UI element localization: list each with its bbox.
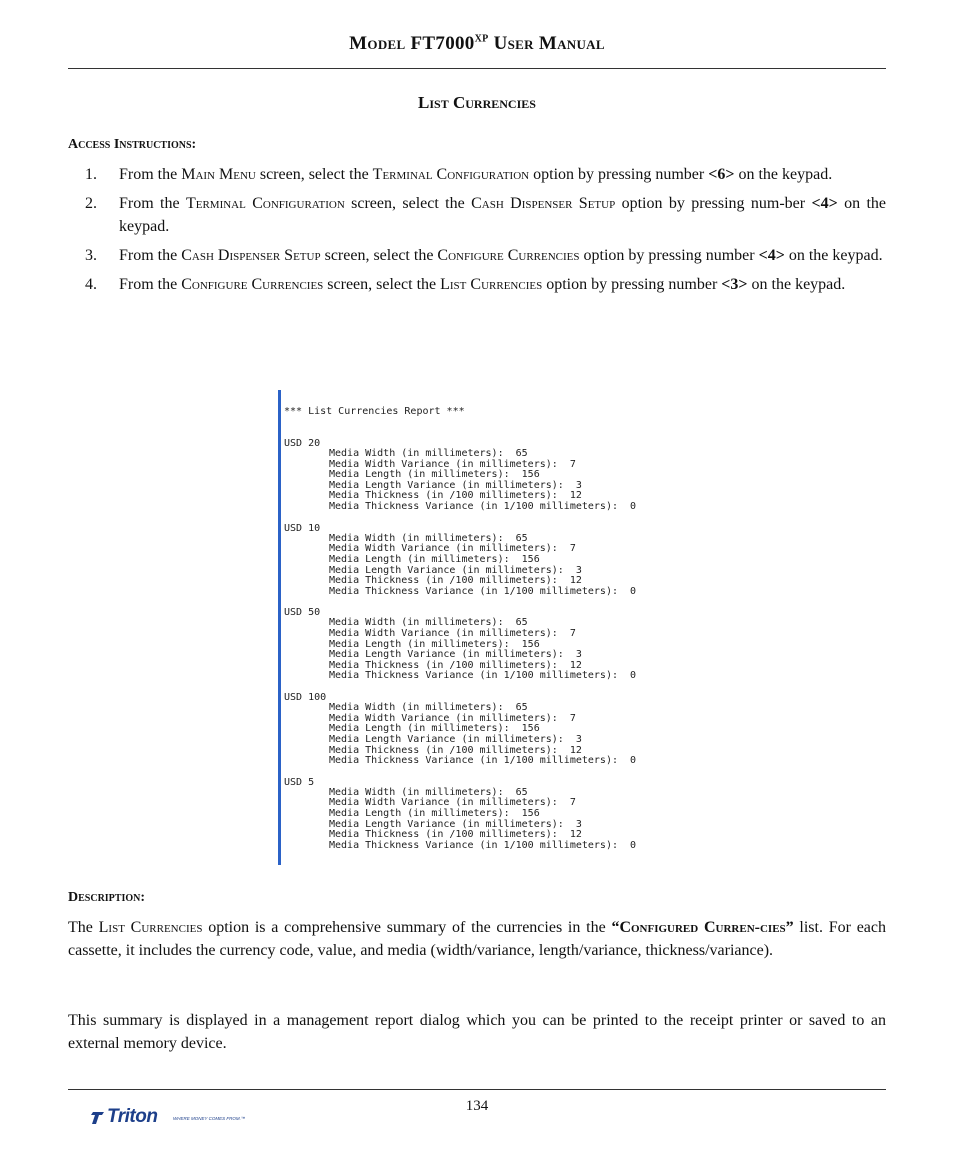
report-field-line: Media Length (in millimeters): 156 [329, 638, 540, 650]
step-text-fragment: option by pressing number [542, 276, 722, 293]
header-manual-words: User Manual [493, 33, 605, 54]
report-field-line: Media Thickness (in /100 millimeters): 12 [329, 490, 582, 502]
step-number: 2. [85, 195, 97, 212]
report-field-line: Media Thickness (in /100 millimeters): 12 [329, 575, 582, 587]
step-text-fragment: From the [119, 166, 182, 183]
step-text-fragment: <4> [758, 247, 785, 264]
report-field-line: Media Length Variance (in millimeters): 3 [329, 649, 582, 661]
report-field-line: Media Length Variance (in millimeters): 3 [329, 479, 582, 491]
step-text-fragment: screen, select the [320, 247, 438, 264]
step-item [68, 163, 886, 186]
step-text-fragment: Cash Dispenser Setup [471, 195, 616, 212]
report-field-line: Media Width Variance (in millimeters): 7 [329, 797, 576, 809]
report-currency-code: USD 20 [284, 438, 321, 449]
step-text-fragment: List Currencies [440, 276, 543, 293]
step-text-fragment: From the [119, 247, 182, 264]
report-title: *** List Currencies Report *** [284, 406, 465, 417]
section-title: List Currencies [418, 93, 536, 112]
report-field-line: Media Width Variance (in millimeters): 7 [329, 458, 576, 470]
footer-divider [68, 1089, 886, 1090]
logo-text: Triton [107, 1106, 158, 1127]
step-text-fragment: screen, select the [344, 195, 472, 212]
report-field-line: Media Thickness (in /100 millimeters): 12 [329, 744, 582, 756]
report-field-line: Media Thickness Variance (in 1/100 millimeters): 0 [329, 670, 637, 682]
step-text-fragment: on the keypad. [119, 195, 887, 235]
report-currency-code: USD 5 [284, 776, 315, 788]
page-header [68, 33, 886, 55]
report-field-line: Media Width (in millimeters): 65 [329, 448, 528, 459]
access-heading: Access Instructions: [68, 137, 197, 152]
step-text-fragment: option by pressing number [579, 247, 759, 264]
step-text-fragment: Terminal Configuration [185, 195, 345, 212]
report-field-line: Media Length Variance (in millimeters): 3 [329, 733, 582, 745]
step-text-fragment: <3> [721, 276, 748, 293]
report-field-line: Media Width (in millimeters): 65 [329, 532, 528, 544]
triton-mark-icon [90, 1110, 106, 1126]
step-text-fragment: on the keypad. [747, 276, 846, 293]
step-text-fragment: option by pressing num-ber [615, 195, 812, 212]
header-model-number: FT7000 [410, 33, 475, 54]
report-field-line: Media Width Variance (in millimeters): 7 [329, 628, 576, 639]
instruction-steps [68, 163, 886, 302]
report-field-line: Media Thickness Variance (in 1/100 millimeters): 0 [329, 585, 637, 597]
report-field-line: Media Width (in millimeters): 65 [329, 617, 528, 629]
report-field-line: Media Thickness Variance (in 1/100 millimeters): 0 [329, 839, 637, 851]
description-text-fragment: “Configured Curren-cies” [611, 919, 794, 936]
description-paragraph-2: This summary is displayed in a management report dialog which you can be printed to the receipt printer or saved to an external memory device. [68, 1012, 886, 1052]
report-field-line: Media Width (in millimeters): 65 [329, 702, 528, 714]
header-divider [68, 68, 886, 69]
step-text-fragment: <4> [811, 195, 838, 212]
header-model-word: Model [349, 33, 406, 54]
step-text-fragment: screen, select the [255, 166, 373, 183]
step-text-fragment: <6> [708, 166, 735, 183]
step-number: 4. [85, 276, 97, 293]
step-text-fragment: Cash Dispenser Setup [181, 247, 321, 264]
report-field-line: Media Thickness Variance (in 1/100 millimeters): 0 [329, 501, 637, 512]
report-field-line: Media Length Variance (in millimeters): 3 [329, 818, 582, 830]
step-item [68, 273, 886, 296]
report-currency-code: USD 10 [284, 522, 321, 534]
report-currency-code: USD 100 [284, 692, 327, 704]
header-model-sup: XP [474, 33, 489, 45]
report-field-line: Media Length (in millimeters): 156 [329, 723, 540, 735]
report-field-line: Media Length Variance (in millimeters): 3 [329, 564, 582, 576]
description-heading: Description: [68, 890, 146, 905]
report-field-line: Media Width Variance (in millimeters): 7 [329, 543, 576, 555]
report-field-line: Media Thickness (in /100 millimeters): 12 [329, 659, 582, 671]
step-text-fragment: option by pressing number [529, 166, 709, 183]
step-text-fragment: Terminal Configuration [372, 166, 530, 183]
report-field-line: Media Length (in millimeters): 156 [329, 469, 540, 481]
step-text-fragment: on the keypad. [734, 166, 833, 183]
description-text-fragment: The [68, 919, 99, 936]
step-text-fragment: Configure Currencies [437, 247, 580, 264]
description-text-fragment: option is a comprehensive summary of the currencies in the [202, 919, 612, 936]
description-text-fragment: List Currencies [98, 919, 203, 936]
step-text-fragment: on the keypad. [784, 247, 883, 264]
report-field-line: Media Length (in millimeters): 156 [329, 808, 540, 819]
step-text-fragment: From the [119, 195, 186, 212]
report-field-line: Media Thickness (in /100 millimeters): 12 [329, 829, 582, 841]
step-text-fragment: Configure Currencies [181, 276, 324, 293]
description-paragraph-1 [68, 916, 886, 962]
step-item [68, 192, 886, 238]
step-item [68, 244, 886, 267]
step-text-fragment: screen, select the [323, 276, 441, 293]
description-text-fragment: list. For each cassette, it includes the currency code, value, and media (width/variance, length/variance, thickness/variance). [68, 919, 887, 959]
report-field-line: Media Thickness Variance (in 1/100 millimeters): 0 [329, 755, 637, 767]
page-number: 134 [465, 1098, 489, 1114]
report-field-line: Media Length (in millimeters): 156 [329, 553, 540, 565]
step-number: 1. [85, 166, 97, 183]
report-screenshot [278, 390, 681, 865]
step-number: 3. [85, 247, 97, 264]
step-text-fragment: Main Menu [181, 166, 256, 183]
logo-tagline: WHERE MONEY COMES FROM.™ [173, 1116, 246, 1121]
report-field-line: Media Width Variance (in millimeters): 7 [329, 712, 576, 724]
step-text-fragment: From the [119, 276, 182, 293]
report-currency-code: USD 50 [284, 607, 321, 619]
report-field-line: Media Width (in millimeters): 65 [329, 786, 528, 798]
